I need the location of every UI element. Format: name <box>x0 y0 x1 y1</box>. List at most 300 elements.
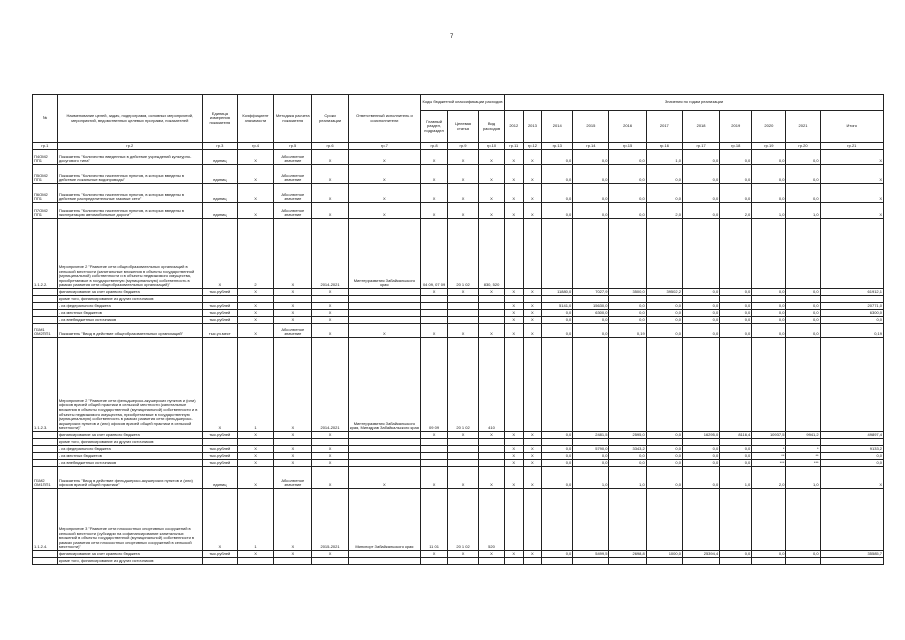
table-cell: X <box>348 165 420 184</box>
table-cell <box>421 296 448 303</box>
table-row <box>33 303 884 310</box>
table-cell <box>609 219 646 289</box>
table-cell: X <box>820 184 883 203</box>
table-cell: 0,0 <box>646 165 682 184</box>
table-cell <box>448 460 479 467</box>
column-number-cell: гр.10 <box>479 143 505 150</box>
table-cell: 04 09, 07 09 <box>421 219 448 289</box>
column-number-cell: гр.1 <box>33 143 58 150</box>
table-cell: 2014-2021 <box>312 219 348 289</box>
table-cell: 5141,0 <box>542 303 573 310</box>
table-cell: 3500,0 <box>609 289 646 296</box>
table-cell: Абсолютное значение <box>274 184 312 203</box>
table-cell: 0,0 <box>573 460 609 467</box>
table-cell: 0,0 <box>573 453 609 460</box>
table-cell: 0,0 <box>682 289 719 296</box>
col-year: 2012 <box>504 111 523 143</box>
table-cell <box>820 219 883 289</box>
table-cell: X <box>274 489 312 551</box>
table-cell <box>348 460 420 467</box>
table-cell: X <box>237 310 273 317</box>
table-cell: X <box>237 551 273 558</box>
table-cell: 2595,0 <box>609 432 646 439</box>
table-cell: X <box>504 150 523 165</box>
table-cell <box>682 489 719 551</box>
table-cell: тыс.рублей <box>202 432 237 439</box>
column-number-cell: гр.8 <box>421 143 448 150</box>
col-year: 2015 <box>573 111 609 143</box>
table-cell <box>348 289 420 296</box>
table-cell <box>312 558 348 565</box>
table-cell <box>720 296 752 303</box>
table-cell: единиц <box>202 467 237 489</box>
table-cell: X <box>274 338 312 432</box>
table-cell: Показатель "Количество введенных в действие учреждений культурно-досугового типа" <box>57 150 202 165</box>
table-cell: X <box>820 165 883 184</box>
table-cell: 0,0 <box>609 165 646 184</box>
table-cell: 0,0 <box>720 324 752 338</box>
table-cell: X <box>479 184 505 203</box>
table-cell: * <box>786 446 820 453</box>
table-cell <box>421 460 448 467</box>
table-cell: 1.1.2.3. <box>33 338 58 432</box>
table-cell: X <box>523 453 542 460</box>
table-cell <box>479 317 505 324</box>
table-cell: X <box>523 446 542 453</box>
table-cell <box>646 338 682 432</box>
col-budget-codes: Коды бюджетной классификации расходов <box>421 95 505 111</box>
table-cell: 0,0 <box>542 203 573 219</box>
col-exec: Ответственный исполнитель и соисполнители <box>348 95 420 143</box>
table-cell <box>33 453 58 460</box>
table-cell <box>348 310 420 317</box>
table-cell: 0,0 <box>682 317 719 324</box>
table-cell: X <box>237 460 273 467</box>
table-cell: X <box>348 467 420 489</box>
table-cell: 20771,0 <box>820 303 883 310</box>
column-number-cell: гр.7 <box>348 143 420 150</box>
table-cell <box>421 317 448 324</box>
table-cell: X <box>504 303 523 310</box>
col-code-type: Вид расходов <box>479 111 505 143</box>
table-cell: тыс.уч.мест <box>202 324 237 338</box>
table-cell: 1,0 <box>720 467 752 489</box>
table-cell: 0,0 <box>720 303 752 310</box>
table-cell: X <box>421 551 448 558</box>
table-cell: 0,0 <box>573 317 609 324</box>
table-cell: * <box>752 446 786 453</box>
table-cell: X <box>820 150 883 165</box>
table-cell: 0,0 <box>752 317 786 324</box>
table-cell <box>646 489 682 551</box>
table-cell <box>573 219 609 289</box>
table-cell: 0,0 <box>720 453 752 460</box>
table-cell <box>573 489 609 551</box>
table-row <box>33 460 884 467</box>
table-cell: X <box>421 165 448 184</box>
table-cell: тыс.рублей <box>202 551 237 558</box>
table-cell: X <box>274 460 312 467</box>
table-cell <box>542 219 573 289</box>
table-cell: X <box>274 303 312 310</box>
table-cell: 520 <box>479 489 505 551</box>
table-cell: 61912,1 <box>820 289 883 296</box>
table-cell: X <box>523 460 542 467</box>
page-number: 7 <box>450 34 454 40</box>
table-cell <box>820 296 883 303</box>
table-cell: 9133,2 <box>820 446 883 453</box>
table-cell: 0,0 <box>573 165 609 184</box>
table-cell: 35585,7 <box>820 551 883 558</box>
table-cell <box>752 338 786 432</box>
table-cell: 0,0 <box>542 310 573 317</box>
table-cell: X <box>237 446 273 453</box>
col-coef: Коэффициент значимости <box>237 95 273 143</box>
table-cell: 0,0 <box>786 310 820 317</box>
table-row <box>33 324 884 338</box>
col-year: 2013 <box>523 111 542 143</box>
table-cell: 0,0 <box>720 165 752 184</box>
table-cell: X <box>202 489 237 551</box>
table-cell: X <box>348 150 420 165</box>
table-cell: X <box>274 317 312 324</box>
table-cell: тыс.рублей <box>202 310 237 317</box>
table-cell <box>523 219 542 289</box>
table-cell: X <box>523 303 542 310</box>
table-cell: П1М2 ОМ1ПП1 <box>33 467 58 489</box>
table-cell: X <box>479 551 505 558</box>
table-cell: 0,0 <box>682 453 719 460</box>
table-cell: единиц <box>202 150 237 165</box>
table-cell: 1.1.2.2. <box>33 219 58 289</box>
table-cell: 1,0 <box>646 150 682 165</box>
table-cell: X <box>421 467 448 489</box>
table-cell: 0,0 <box>646 432 682 439</box>
column-number-cell: гр.14 <box>573 143 609 150</box>
table-cell: 0,0 <box>720 446 752 453</box>
table-cell: X <box>523 432 542 439</box>
table-cell: 0,0 <box>682 467 719 489</box>
table-cell <box>542 489 573 551</box>
table-cell: X <box>820 203 883 219</box>
table-cell <box>448 317 479 324</box>
table-cell: Показатель "Количество населенных пунктов, в которых введены в действие локальные водопроводы" <box>57 165 202 184</box>
table-cell: 0,19 <box>820 324 883 338</box>
column-number-cell: гр.15 <box>609 143 646 150</box>
table-cell: 2015-2021 <box>312 489 348 551</box>
table-cell: X <box>237 317 273 324</box>
table-cell <box>348 551 420 558</box>
table-cell: 10937,5 <box>752 432 786 439</box>
table-cell: 0,0 <box>786 317 820 324</box>
table-cell: X <box>312 289 348 296</box>
table-cell: *** <box>786 460 820 467</box>
table-cell: - из федерального бюджета <box>57 446 202 453</box>
table-cell <box>448 310 479 317</box>
table-cell: X <box>274 453 312 460</box>
column-number-cell: гр.5 <box>274 143 312 150</box>
column-number-cell: гр.16 <box>646 143 682 150</box>
table-cell <box>348 558 420 565</box>
table-cell <box>786 219 820 289</box>
table-cell <box>33 551 58 558</box>
table-cell: Минтерразвития Забайкальского края, Минздрав Забайкальского края <box>348 338 420 432</box>
table-cell: X <box>312 317 348 324</box>
table-cell <box>479 460 505 467</box>
table-cell: 0,0 <box>609 303 646 310</box>
table-row <box>33 467 884 489</box>
table-cell <box>646 558 682 565</box>
table-cell <box>720 219 752 289</box>
table-cell: 8116,4 <box>720 432 752 439</box>
table-cell: X <box>448 150 479 165</box>
table-cell: 0,0 <box>720 551 752 558</box>
table-cell <box>479 558 505 565</box>
table-cell: 0,0 <box>752 165 786 184</box>
table-row <box>33 446 884 453</box>
table-cell <box>609 296 646 303</box>
table-cell <box>479 310 505 317</box>
table-cell: 0,0 <box>682 460 719 467</box>
table-cell: - из федерального бюджета <box>57 303 202 310</box>
table-cell: 0,0 <box>573 184 609 203</box>
table-cell: 0,0 <box>820 460 883 467</box>
table-cell <box>421 439 448 446</box>
table-cell: X <box>504 317 523 324</box>
table-cell: X <box>312 453 348 460</box>
table-cell: тыс.рублей <box>202 317 237 324</box>
col-total: Итого <box>820 111 883 143</box>
table-cell: X <box>312 165 348 184</box>
table-cell: X <box>421 432 448 439</box>
table-cell: 0,0 <box>682 203 719 219</box>
table-cell: X <box>274 289 312 296</box>
column-number-cell: гр.13 <box>542 143 573 150</box>
table-cell: 0,0 <box>720 289 752 296</box>
table-cell: 0,0 <box>786 303 820 310</box>
table-cell: - из внебюджетных источников <box>57 460 202 467</box>
table-cell: X <box>421 289 448 296</box>
column-number-cell: гр.6 <box>312 143 348 150</box>
col-year: 2019 <box>720 111 752 143</box>
table-cell <box>33 439 58 446</box>
table-cell: X <box>274 432 312 439</box>
table-cell: тыс.рублей <box>202 289 237 296</box>
table-cell <box>573 558 609 565</box>
table-cell: 20 1 02 <box>448 219 479 289</box>
table-cell: X <box>504 432 523 439</box>
table-cell: X <box>448 289 479 296</box>
program-table <box>32 94 884 565</box>
table-cell: X <box>237 467 273 489</box>
table-cell: 0,0 <box>542 551 573 558</box>
table-cell: 2,0 <box>646 203 682 219</box>
table-cell <box>421 303 448 310</box>
table-cell: 16295,0 <box>682 432 719 439</box>
table-cell <box>720 338 752 432</box>
table-cell: Абсолютное значение <box>274 203 312 219</box>
table-cell: X <box>523 150 542 165</box>
table-cell <box>786 489 820 551</box>
table-cell <box>33 317 58 324</box>
table-cell: 0,0 <box>542 324 573 338</box>
table-cell: 6300,0 <box>820 310 883 317</box>
table-cell <box>237 558 273 565</box>
table-cell <box>504 219 523 289</box>
table-cell: 0,0 <box>786 324 820 338</box>
table-cell: 0,0 <box>682 446 719 453</box>
table-cell <box>479 446 505 453</box>
table-cell: 0,0 <box>786 551 820 558</box>
table-cell <box>448 446 479 453</box>
table-cell: 5499,5 <box>573 551 609 558</box>
table-cell <box>786 296 820 303</box>
table-cell: X <box>312 203 348 219</box>
table-cell: X <box>421 203 448 219</box>
table-cell: 0,0 <box>542 460 573 467</box>
table-cell <box>820 439 883 446</box>
table-row <box>33 150 884 165</box>
table-cell <box>752 219 786 289</box>
table-cell: 0,0 <box>720 150 752 165</box>
table-cell: 0,0 <box>542 317 573 324</box>
column-number-cell: гр.18 <box>720 143 752 150</box>
col-method: Методика расчета показателя <box>274 95 312 143</box>
table-cell: X <box>312 303 348 310</box>
table-cell: 20 1 02 <box>448 489 479 551</box>
table-cell <box>448 303 479 310</box>
table-cell: 0,0 <box>752 310 786 317</box>
table-cell: Показатель "Количество населенных пунктов, в которых введены в эксплуатацию автомобильные дороги" <box>57 203 202 219</box>
table-row <box>33 558 884 565</box>
column-number-cell: гр.19 <box>752 143 786 150</box>
table-cell <box>448 296 479 303</box>
table-cell: П4ОМ2 ПП1 <box>33 150 58 165</box>
table-cell: X <box>504 446 523 453</box>
col-values-title: Значения по годам реализации <box>504 95 883 111</box>
table-row <box>33 489 884 551</box>
table-cell <box>504 439 523 446</box>
table-cell: 0,0 <box>682 165 719 184</box>
table-cell: Мероприятие 2 "Развитие сети общеобразовательных организаций в сельской местности (капитальные вложения в объекты государственной (муниципальной) собственности и в объекты недвижимого имущества, приобретаемые в государственную (муниципальную) собственность в рамках развития сети общеобразовательных организаций)" <box>57 219 202 289</box>
table-cell: 0,0 <box>646 467 682 489</box>
table-cell <box>504 558 523 565</box>
col-unit: Единица измерения показателя <box>202 95 237 143</box>
table-cell: 410 <box>479 338 505 432</box>
table-cell: ** <box>752 453 786 460</box>
table-cell: X <box>479 324 505 338</box>
table-cell: X <box>504 467 523 489</box>
col-year: 2018 <box>682 111 719 143</box>
table-cell: X <box>237 289 273 296</box>
table-cell <box>682 338 719 432</box>
table-cell: Абсолютное значение <box>274 467 312 489</box>
table-row <box>33 551 884 558</box>
table-cell: X <box>504 165 523 184</box>
table-cell <box>523 439 542 446</box>
table-cell: X <box>479 432 505 439</box>
table-cell <box>752 439 786 446</box>
table-cell <box>523 558 542 565</box>
table-row <box>33 203 884 219</box>
table-cell: X <box>504 460 523 467</box>
table-cell: кроме того, финансирование из других источников: <box>57 558 202 565</box>
table-cell: X <box>237 203 273 219</box>
table-cell: 0,0 <box>609 203 646 219</box>
table-cell <box>682 296 719 303</box>
table-cell: 2,0 <box>752 467 786 489</box>
table-cell: X <box>312 184 348 203</box>
table-cell: X <box>312 446 348 453</box>
table-cell: 0,0 <box>646 460 682 467</box>
table-cell: 1,0 <box>573 467 609 489</box>
table-cell: Показатель "Ввод в действие общеобразовательных организаций" <box>57 324 202 338</box>
table-cell: X <box>312 432 348 439</box>
table-cell: X <box>237 303 273 310</box>
column-number-cell: гр.4 <box>237 143 273 150</box>
table-cell: тыс.рублей <box>202 453 237 460</box>
table-cell <box>33 558 58 565</box>
table-cell: Минтерразвития Забайкальского края <box>348 219 420 289</box>
table-cell <box>720 558 752 565</box>
table-cell: П7ОМ2 ПП1 <box>33 203 58 219</box>
table-cell: X <box>448 467 479 489</box>
table-cell <box>752 558 786 565</box>
table-cell: Мероприятие 3 "Развитие сети плоскостных спортивных сооружений в сельской местности (субсидии на софинансирование капитальных вложений в объекты государственной (муниципальной) собственности в рамках развития сети плоскостных спортивных сооружений в сельской местности)" <box>57 489 202 551</box>
table-cell: X <box>237 165 273 184</box>
table-cell: 0,0 <box>646 317 682 324</box>
table-row <box>33 184 884 203</box>
table-cell <box>542 296 573 303</box>
table-cell: 0,0 <box>720 317 752 324</box>
table-cell: 0,0 <box>542 467 573 489</box>
table-cell <box>542 439 573 446</box>
table-cell: 0,0 <box>573 324 609 338</box>
table-cell: Показатель "Ввод в действие фельдшерско-акушерских пунктов и (или) офисов врачей общей практики" <box>57 467 202 489</box>
table-cell: X <box>479 165 505 184</box>
table-cell: X <box>274 551 312 558</box>
table-cell: финансирование за счет краевого бюджета <box>57 551 202 558</box>
table-cell: X <box>312 551 348 558</box>
table-cell: 0,0 <box>609 310 646 317</box>
table-cell <box>33 303 58 310</box>
table-cell: X <box>523 551 542 558</box>
table-cell: 1000,0 <box>646 551 682 558</box>
table-cell: 0,0 <box>720 184 752 203</box>
table-cell: 9941,2 <box>786 432 820 439</box>
table-cell: 0,0 <box>542 446 573 453</box>
table-cell: Минспорт Забайкальского края <box>348 489 420 551</box>
table-cell: X <box>479 467 505 489</box>
table-cell <box>609 439 646 446</box>
table-cell: 0,0 <box>786 184 820 203</box>
table-cell <box>237 296 273 303</box>
table-cell: 0,0 <box>542 165 573 184</box>
table-cell: X <box>274 219 312 289</box>
table-cell: 0,0 <box>682 303 719 310</box>
table-cell: единиц <box>202 203 237 219</box>
table-cell <box>682 558 719 565</box>
table-cell: ** <box>786 453 820 460</box>
table-cell <box>786 558 820 565</box>
table-row <box>33 453 884 460</box>
table-cell: X <box>523 289 542 296</box>
table-cell: X <box>237 324 273 338</box>
table-cell: X <box>523 317 542 324</box>
table-cell: финансирование за счет краевого бюджета <box>57 289 202 296</box>
table-row <box>33 219 884 289</box>
table-cell: 0,0 <box>542 432 573 439</box>
